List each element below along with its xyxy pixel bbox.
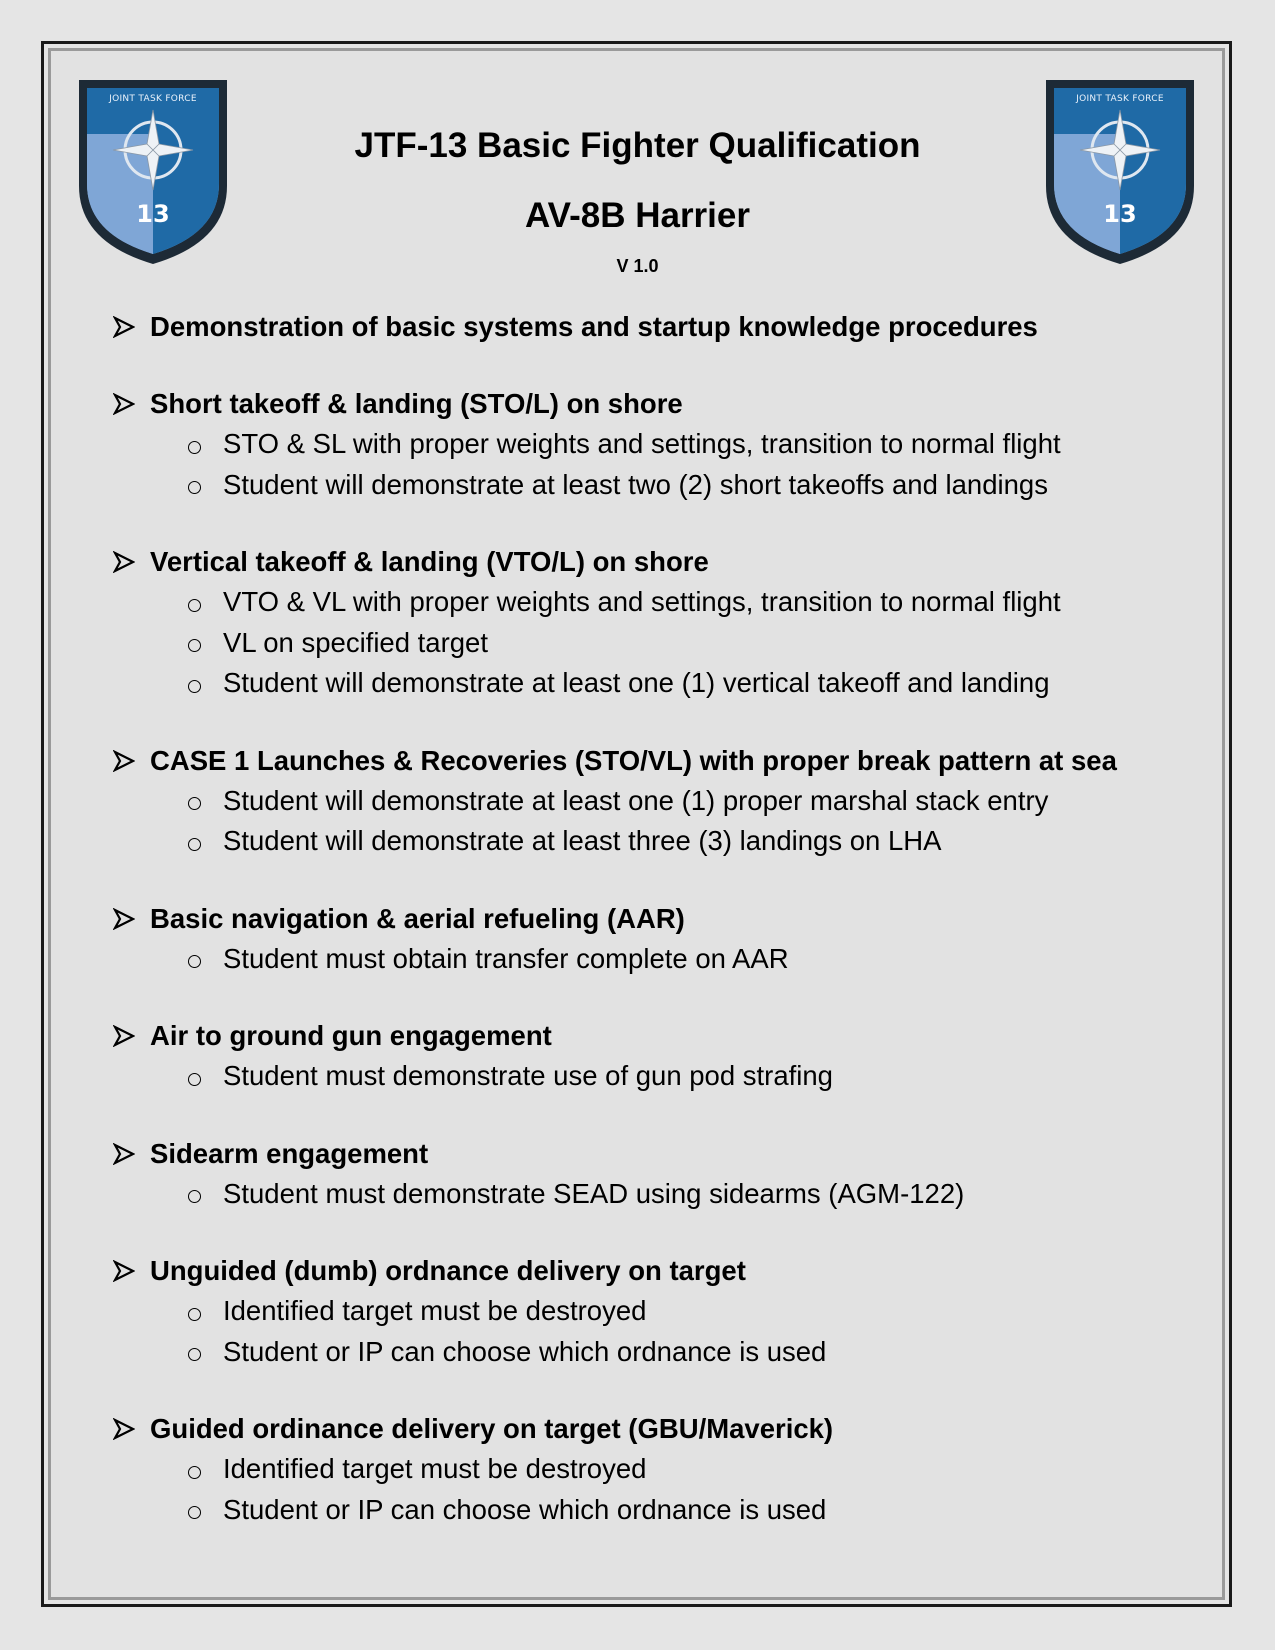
- arrow-bullet-icon: [113, 750, 150, 772]
- arrow-bullet-icon: [113, 551, 150, 573]
- circle-bullet-icon: [188, 955, 201, 968]
- list-item-text: Student must obtain transfer complete on AAR: [223, 942, 789, 974]
- section-heading: [113, 1016, 1203, 1056]
- list-item-text: VTO & VL with proper weights and settings, transition to normal flight: [223, 586, 1061, 618]
- list-item-text: Student will demonstrate at least one (1) proper marshal stack entry: [223, 784, 1049, 816]
- qualification-list: [113, 307, 1203, 1567]
- qualification-section: [113, 1016, 1203, 1097]
- list-item-text: Student must demonstrate use of gun pod strafing: [223, 1060, 833, 1092]
- qualification-section: [113, 1251, 1203, 1372]
- circle-bullet-icon: [188, 1190, 201, 1203]
- list-item: [113, 1332, 1203, 1373]
- arrow-bullet-icon: [113, 1418, 150, 1440]
- list-item-text: Identified target must be destroyed: [223, 1295, 647, 1327]
- qualification-section: [113, 542, 1203, 704]
- svg-text:JOINT TASK FORCE: JOINT TASK FORCE: [109, 94, 197, 104]
- list-item: [113, 424, 1203, 465]
- section-heading: [113, 1134, 1203, 1174]
- list-item: [113, 1490, 1203, 1531]
- qualification-section: [113, 1134, 1203, 1215]
- circle-bullet-icon: [188, 1506, 201, 1519]
- section-heading: [113, 741, 1203, 781]
- section-title: Basic navigation & aerial refueling (AAR): [150, 902, 685, 934]
- list-item-text: Student will demonstrate at least three (3) landings on LHA: [223, 825, 942, 857]
- circle-bullet-icon: [188, 680, 201, 693]
- section-heading: [113, 384, 1203, 424]
- circle-bullet-icon: [188, 838, 201, 851]
- section-title: Demonstration of basic systems and startup knowledge procedures: [150, 311, 1038, 342]
- list-item: [113, 582, 1203, 623]
- jtf13-badge-right: [1040, 74, 1200, 269]
- svg-text:13: 13: [1103, 200, 1137, 228]
- section-heading: [113, 899, 1203, 939]
- svg-text:13: 13: [136, 200, 170, 228]
- circle-bullet-icon: [188, 1073, 201, 1086]
- qualification-section: [113, 1409, 1203, 1530]
- list-item-text: Student will demonstrate at least one (1) vertical takeoff and landing: [223, 667, 1050, 699]
- section-title: CASE 1 Launches & Recoveries (STO/VL) with proper break pattern at sea: [150, 744, 1117, 776]
- section-title: Sidearm engagement: [150, 1137, 429, 1169]
- list-item-text: Student or IP can choose which ordnance is used: [223, 1335, 827, 1367]
- circle-bullet-icon: [188, 1466, 201, 1479]
- page-title: JTF-13 Basic Fighter Qualification: [354, 126, 921, 165]
- arrow-bullet-icon: [113, 1260, 150, 1282]
- section-heading: [113, 542, 1203, 582]
- section-title: Air to ground gun engagement: [150, 1020, 552, 1051]
- section-title: Short takeoff & landing (STO/L) on shore: [150, 388, 683, 419]
- qualification-section: [113, 741, 1203, 862]
- section-title: Vertical takeoff & landing (VTO/L) on shore: [150, 546, 709, 577]
- jtf13-badge-left: [73, 74, 233, 269]
- list-item-text: Student will demonstrate at least two (2) short takeoffs and landings: [223, 468, 1048, 500]
- circle-bullet-icon: [188, 1348, 201, 1361]
- list-item-text: Identified target must be destroyed: [223, 1453, 647, 1485]
- list-item: [113, 939, 1203, 980]
- circle-bullet-icon: [188, 441, 201, 454]
- list-item: [113, 1449, 1203, 1490]
- list-item-text: Student must demonstrate SEAD using sidearms (AGM-122): [223, 1177, 965, 1209]
- list-item-text: VL on specified target: [223, 626, 488, 658]
- circle-bullet-icon: [188, 639, 201, 652]
- section-heading: [113, 1251, 1203, 1291]
- section-title: Unguided (dumb) ordnance delivery on target: [150, 1255, 746, 1286]
- list-item: [113, 1174, 1203, 1215]
- list-item: [113, 1291, 1203, 1332]
- svg-text:JOINT TASK FORCE: JOINT TASK FORCE: [1076, 94, 1164, 104]
- list-item: [113, 1056, 1203, 1097]
- list-item: [113, 781, 1203, 822]
- qualification-section: [113, 307, 1203, 347]
- section-heading: [113, 1409, 1203, 1449]
- list-item: [113, 623, 1203, 664]
- circle-bullet-icon: [188, 599, 201, 612]
- qualification-section: [113, 899, 1203, 980]
- arrow-bullet-icon: [113, 1143, 150, 1165]
- page-subtitle: AV-8B Harrier: [524, 196, 750, 235]
- circle-bullet-icon: [188, 797, 201, 810]
- qualification-section: [113, 384, 1203, 505]
- list-item: [113, 465, 1203, 506]
- section-heading: [113, 307, 1203, 347]
- arrow-bullet-icon: [113, 1025, 150, 1047]
- arrow-bullet-icon: [113, 908, 150, 930]
- version-label: V 1.0: [616, 256, 659, 276]
- circle-bullet-icon: [188, 481, 201, 494]
- section-title: Guided ordinance delivery on target (GBU/Maverick): [150, 1413, 834, 1444]
- list-item-text: STO & SL with proper weights and settings, transition to normal flight: [223, 428, 1061, 460]
- list-item: [113, 663, 1203, 704]
- arrow-bullet-icon: [113, 316, 150, 338]
- circle-bullet-icon: [188, 1308, 201, 1321]
- arrow-bullet-icon: [113, 393, 150, 415]
- list-item: [113, 821, 1203, 862]
- list-item-text: Student or IP can choose which ordnance is used: [223, 1493, 827, 1525]
